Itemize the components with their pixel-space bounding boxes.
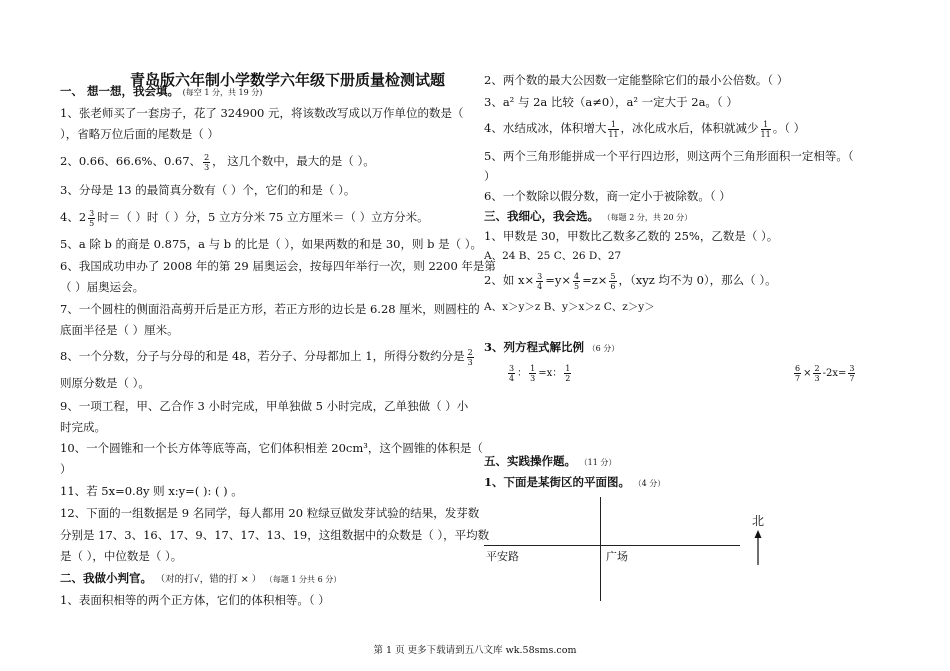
judge-5-line-2: ） — [484, 169, 496, 183]
choice-2-options: A、x＞y＞z B、y＞x＞z C、z＞y＞ — [484, 301, 655, 313]
equation-2: $\frac{6}{7}$ × $\frac{2}{3}$ -2x= $\frac{3}{7}$ — [795, 364, 855, 383]
fraction: $\frac{4}{5}$ — [573, 271, 580, 291]
judge-3: 3、a² 与 2a 比较（a≠0），a² 一定大于 2a。（ ） — [484, 95, 738, 109]
question-9-line-1: 9、一项工程，甲、乙合作 3 小时完成，甲单独做 5 小时完成，乙单独做（ ）小 — [60, 399, 469, 413]
question-4: 4、2 $\frac{3}{5}$ 时＝（ ）时（ ）分，5 立方分米 75 立方厘米＝（ ）立方分米。 — [60, 208, 429, 228]
question-8-line-1: 8、一个分数，分子与分母的和是 48，若分子、分母都加上 1，所得分数约分是 $\frac{2}{3}$ — [60, 347, 473, 367]
fraction: $\frac{1}{2}$ — [565, 364, 571, 383]
section-4-heading: 3、列方程式解比例 （6 分） — [484, 340, 620, 354]
question-12-line-1: 12、下面的一组数据是 9 名同学，每人都用 20 粒绿豆做发芽试验的结果，发芽数 — [60, 506, 480, 520]
section-5-heading: 五、实践操作题。 （11 分） — [484, 454, 617, 468]
question-6-line-1: 6、我国成功申办了 2008 年的第 29 届奥运会，按每四年举行一次，则 2200 年是第 — [60, 259, 496, 273]
judge-4: 4、水结成冰，体积增大 $\frac{1}{11}$ ，冰化成水后，体积就减少 $\frac{1}{11}$ 。（ ） — [484, 119, 806, 139]
question-1-line-2: ），省略万位后面的尾数是（ ） — [60, 127, 219, 141]
question-2: 2、0.66、66.6%、0.67、 $\frac{2}{3}$ ， 这几个数中，最大的是（ ）。 — [60, 152, 375, 172]
question-11: 11、若 5x=0.8y 则 x:y=( ): ( ) 。 — [60, 484, 243, 498]
question-3: 3、分母是 13 的最简真分数有（ ）个，它们的和是（ ）。 — [60, 183, 356, 197]
fraction: $\frac{3}{5}$ — [89, 208, 95, 228]
question-1-line-1: 1、张老师买了一套房子，花了 324900 元，将该数改写成以万作单位的数是（ — [60, 106, 464, 120]
question-7-line-2: 底面半径是（ ）厘米。 — [60, 323, 179, 337]
vertical-street-line — [600, 497, 601, 601]
fraction: $\frac{2}{3}$ — [204, 152, 210, 172]
question-10-line-1: 10、一个圆锥和一个长方体等底等高，它们体积相差 20cm³，这个圆锥的体积是（ — [60, 441, 483, 455]
choice-1: 1、甲数是 30，甲数比乙数多乙数的 25%，乙数是（ ）。 — [484, 229, 779, 243]
choice-1-options: A、24 B、25 C、26 D、27 — [484, 250, 622, 262]
page-title: 青岛版六年制小学数学六年级下册质量检测试题 — [130, 71, 446, 89]
fraction: $\frac{3}{4}$ — [509, 364, 515, 383]
section-1-heading — [60, 81, 262, 103]
question-12-line-2: 分别是 17、3、16、17、9、17、17、13、19，这组数据中的众数是（ ），平均数 — [60, 528, 490, 542]
fraction: $\frac{1}{3}$ — [530, 364, 536, 383]
question-9-line-2: 时完成。 — [60, 420, 106, 434]
question-8-line-2: 则原分数是（ ）。 — [60, 376, 150, 390]
judge-5-line-1: 5、两个三角形能拼成一个平行四边形，则这两个三角形面积一定相等。（ — [484, 149, 854, 163]
section-1-label: 一、 想一想，我会填。 — [60, 84, 180, 98]
question-10-line-2: ） — [60, 462, 72, 476]
judge-6: 6、一个数除以假分数，商一定小于被除数。（ ） — [484, 189, 731, 203]
fraction: $\frac{3}{7}$ — [849, 364, 855, 383]
square-label: 广场 — [606, 550, 628, 563]
fraction: $\frac{6}{7}$ — [795, 364, 801, 383]
fraction: $\frac{5}{6}$ — [610, 271, 616, 291]
fraction: $\frac{1}{11}$ — [608, 119, 619, 139]
fraction: $\frac{1}{11}$ — [760, 119, 771, 139]
question-5: 5、a 除 b 的商是 0.875，a 与 b 的比是（ ），如果两数的和是 30，则 b 是（ ）。 — [60, 237, 483, 251]
fraction: $\frac{3}{4}$ — [537, 271, 543, 291]
question-12-line-3: 是（ ），中位数是（ ）。 — [60, 549, 183, 563]
practice-1: 1、下面是某街区的平面图。 （4 分） — [484, 475, 666, 489]
section-2-heading: 二、我做小判官。 （对的打√，错的打 × ） （每题 1 分共 6 分） — [60, 571, 342, 585]
section-3-heading: 三、我细心，我会选。 （每题 2 分，共 20 分） — [484, 209, 693, 223]
question-7-line-1: 7、一个圆柱的侧面沿高剪开后是正方形，若正方形的边长是 6.28 厘米，则圆柱的 — [60, 302, 480, 316]
north-label: 北 — [752, 514, 765, 528]
judge-1: 1、表面积相等的两个正方体，它们的体积相等。（ ） — [60, 593, 330, 607]
question-6-line-2: （ ）届奥运会。 — [60, 280, 145, 294]
choice-2: 2、如 x× $\frac{3}{4}$ =y× $\frac{4}{5}$ =z× $\frac{5}{6}$ ，（xyz 均不为 0），那么（ ）。 — [484, 271, 777, 291]
fraction: $\frac{2}{3}$ — [814, 364, 820, 383]
judge-2: 2、两个数的最大公因数一定能整除它们的最小公倍数。（ ） — [484, 73, 789, 87]
equation-1: $\frac{3}{4}$ ： $\frac{1}{3}$ =x： $\frac{1}{2}$ — [509, 364, 571, 383]
section-1-note: (每空 1 分，共 19 分) — [182, 88, 263, 97]
page-footer: 第 1 页 更多下载请到五八文库 wk.58sms.com — [373, 645, 577, 656]
north-arrow-icon — [753, 530, 763, 566]
fraction: $\frac{2}{3}$ — [467, 347, 473, 367]
road-label: 平安路 — [486, 550, 519, 563]
